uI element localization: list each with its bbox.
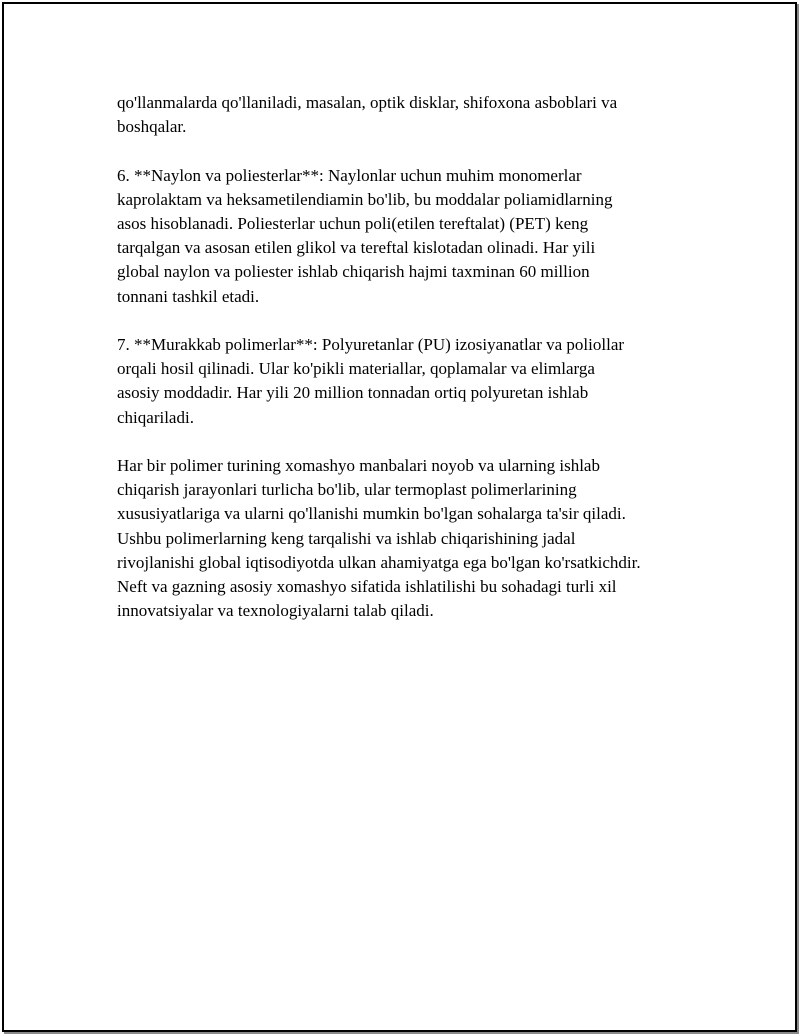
- text-line: 7. **Murakkab polimerlar**: Polyuretanlar (PU) izosiyanatlar va poliollar: [117, 335, 625, 354]
- text-line: 6. **Naylon va poliesterlar**: Naylonlar uchun muhim monomerlar: [117, 165, 582, 185]
- text-line: xususiyatlariga va ularni qo'llanishi mumkin bo'lgan sohalarga ta'sir qiladi.: [117, 504, 626, 524]
- document-body: [117, 91, 697, 648]
- text-line: rivojlanishi global iqtisodiyotda ulkan ahamiyatga ega bo'lgan ko'rsatkichdir.: [117, 552, 641, 572]
- text-line: kaprolaktam va heksametilendiamin bo'lib, bu moddalar poliamidlarning: [117, 189, 613, 209]
- text-line: Ushbu polimerlarning keng tarqalishi va ishlab chiqarishining jadal: [117, 528, 576, 548]
- paragraph-conclusion: [117, 454, 697, 623]
- paragraph-complex-polymers: [117, 333, 697, 430]
- text-line: orqali hosil qilinadi. Ular ko'pikli materiallar, qoplamalar va elimlarga: [117, 359, 595, 379]
- text-line: qo'llanmalarda qo'llaniladi, masalan, optik disklar, shifoxona asboblari va: [117, 93, 618, 112]
- text-line: chiqariladi.: [117, 407, 194, 427]
- text-line: tonnani tashkil etadi.: [117, 286, 260, 306]
- text-line: innovatsiyalar va texnologiyalarni talab qiladi.: [117, 601, 434, 621]
- text-line: global naylon va poliester ishlab chiqarish hajmi taxminan 60 million: [117, 262, 590, 282]
- text-line: Har bir polimer turining xomashyo manbalari noyob va ularning ishlab: [117, 456, 600, 475]
- text-line: chiqarish jarayonlari turlicha bo'lib, ular termoplast polimerlarining: [117, 480, 577, 500]
- paragraph-nylon-polyester: [117, 164, 697, 309]
- text-line: asosiy moddadir. Har yili 20 million tonnadan ortiq polyuretan ishlab: [117, 383, 589, 403]
- text-line: tarqalgan va asosan etilen glikol va tereftal kislotadan olinadi. Har yili: [117, 238, 596, 258]
- text-line: boshqalar.: [117, 117, 187, 137]
- text-line: asos hisoblanadi. Poliesterlar uchun poli(etilen tereftalat) (PET) keng: [117, 214, 589, 233]
- text-line: Neft va gazning asosiy xomashyo sifatida ishlatilishi bu sohadagi turli xil: [117, 577, 617, 597]
- paragraph-continuation: [117, 91, 697, 139]
